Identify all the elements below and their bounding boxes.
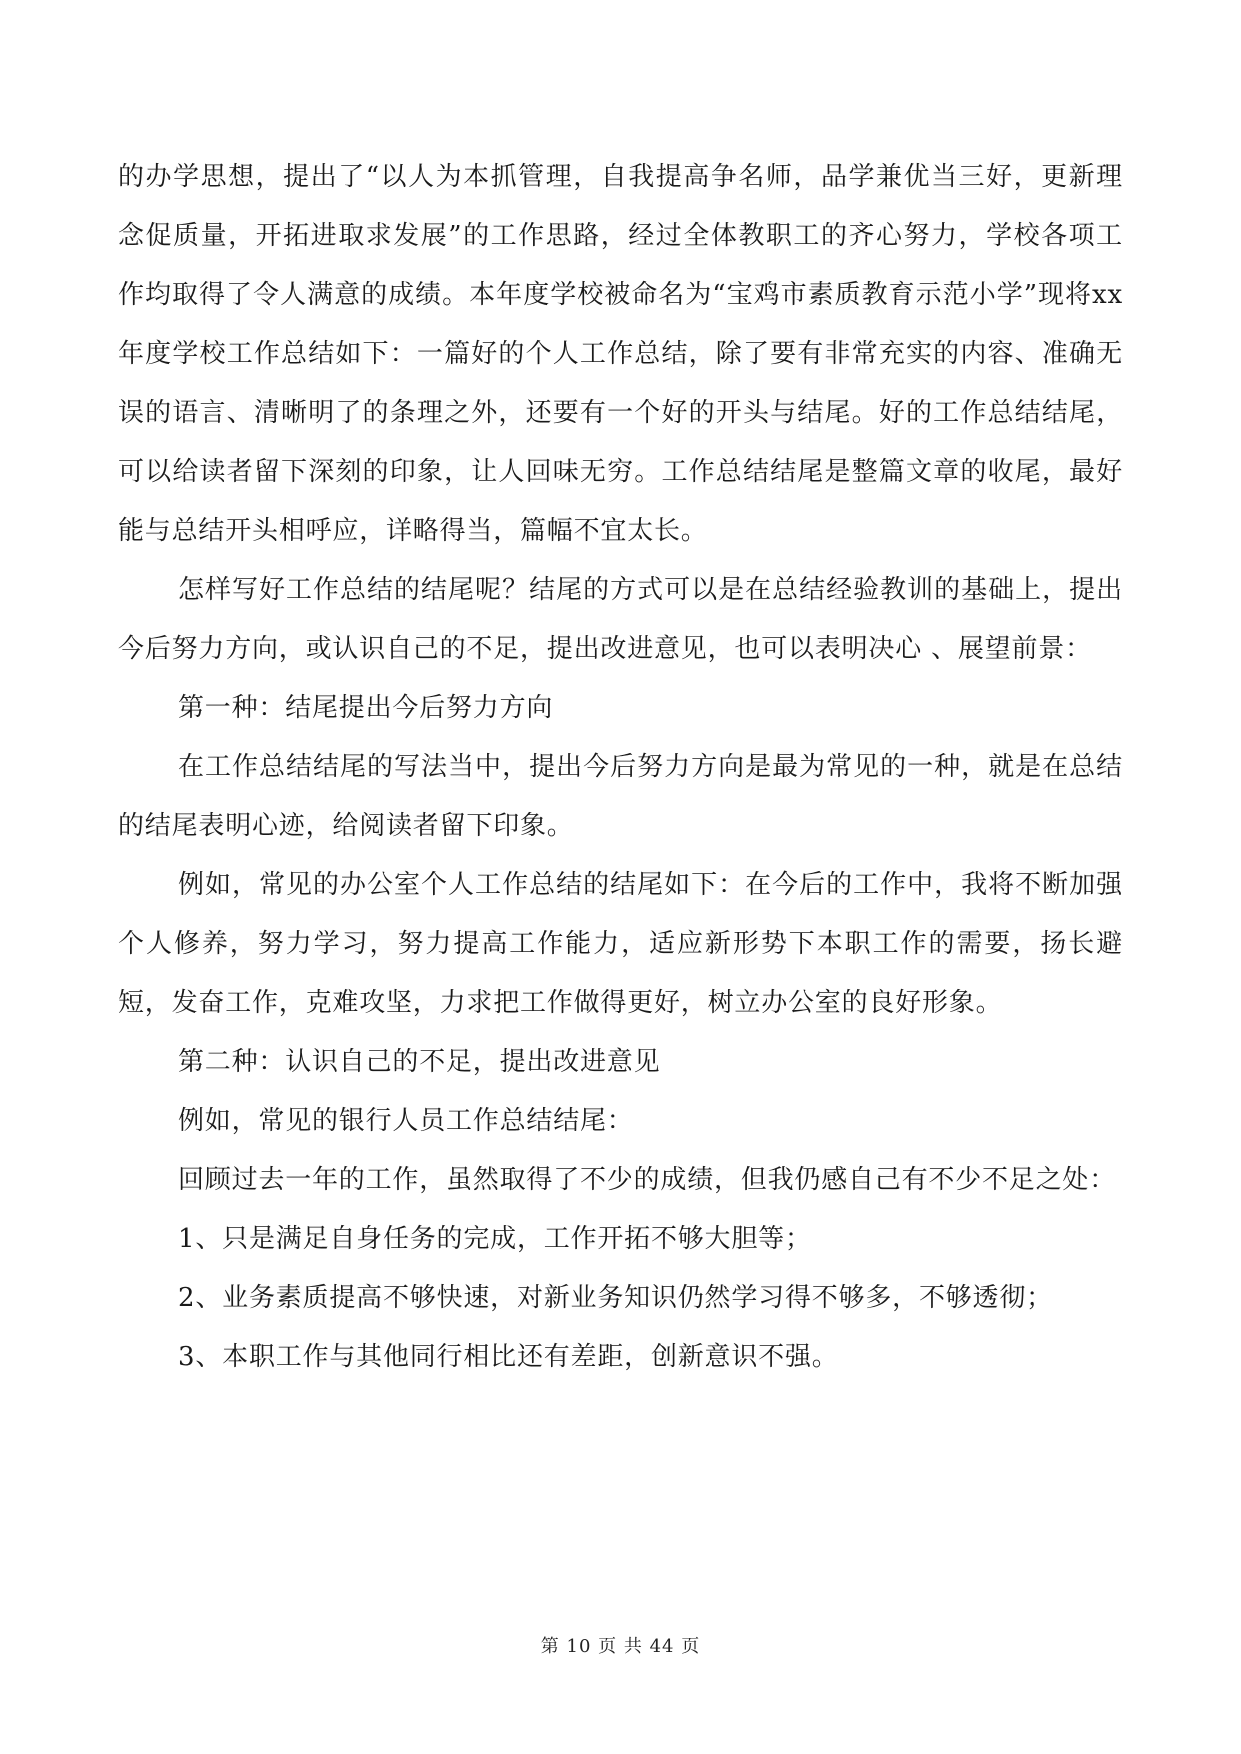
paragraph-bank-example-intro: 例如，常见的银行人员工作总结结尾： bbox=[178, 1106, 634, 1136]
page-number-footer: 第 10 页 共 44 页 bbox=[540, 1636, 701, 1657]
list-item-1: 1、只是满足自身任务的完成，工作开拓不够大胆等； bbox=[178, 1224, 812, 1254]
paragraph-office-example: 例如，常见的办公室个人工作总结的结尾如下：在今后的工作中，我将不断加强个人修养，努力学习，努力提高工作能力，适应新形势下本职工作的需要，扬长避短，发奋工作，克难攻坚，力求把工作做得更好，树立办公室的良好形象。 bbox=[118, 870, 1123, 1018]
list-item-3: 3、本职工作与其他同行相比还有差距，创新意识不强。 bbox=[178, 1342, 839, 1372]
list-item-2: 2、业务素质提高不够快速，对新业务知识仍然学习得不够多，不够透彻； bbox=[178, 1283, 1053, 1313]
paragraph-method-one-desc: 在工作总结结尾的写法当中，提出今后努力方向是最为常见的一种，就是在总结的结尾表明心迹，给阅读者留下印象。 bbox=[118, 752, 1123, 841]
heading-method-two: 第二种：认识自己的不足，提出改进意见 bbox=[178, 1047, 661, 1077]
paragraph-review: 回顾过去一年的工作，虽然取得了不少的成绩，但我仍感自己有不少不足之处： bbox=[178, 1165, 1117, 1195]
heading-method-one: 第一种：结尾提出今后努力方向 bbox=[178, 693, 554, 723]
paragraph-intro: 的办学思想，提出了“以人为本抓管理，自我提高争名师，品学兼优当三好，更新理念促质量，开拓进取求发展”的工作思路，经过全体教职工的齐心努力，学校各项工作均取得了令人满意的成绩。本年度学校被命名为“宝鸡市素质教育示范小学”现将xx年度学校工作总结如下：一篇好的个人工作总结，除了要有非常充实的内容、准确无误的语言、清晰明了的条理之外，还要有一个好的开头与结尾。好的工作总结结尾，可以给读者留下深刻的印象，让人回味无穷。工作总结结尾是整篇文章的收尾，最好能与总结开头相呼应，详略得当，篇幅不宜太长。 bbox=[118, 162, 1123, 546]
paragraph-how-to-end: 怎样写好工作总结的结尾呢？结尾的方式可以是在总结经验教训的基础上，提出今后努力方向，或认识自己的不足，提出改进意见，也可以表明决心 、展望前景： bbox=[118, 575, 1123, 664]
document-body bbox=[118, 148, 1123, 1387]
